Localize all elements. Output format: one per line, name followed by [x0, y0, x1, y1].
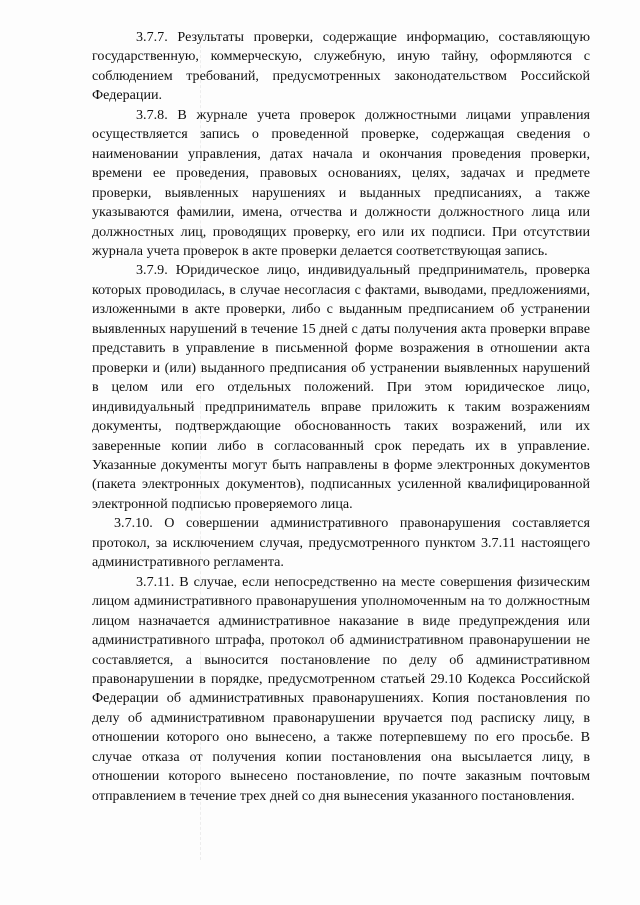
paragraph-3-7-8: 3.7.8. В журнале учета проверок должностными лицами управления осуществляется запись о проведенной проверке, содержащая сведения о наименовании управления, датах начала и окончания проведения проверки, времени ее проведения, правовых основаниях, целях, задачах и предмете проверки, выявленных нарушениях и выданных предписаниях, а также указываются фамилии, имена, отчества и должности должностного лица или должностных лиц, проводящих проверку, его или их подписи. При отсутствии журнала учета проверок в акте проверки делается соответствующая запись.	[92, 106, 590, 259]
paragraph-3-7-11: 3.7.11. В случае, если непосредственно на месте совершения физическим лицом административного правонарушения уполномоченным на то должностным лицом назначается административное наказание в виде предупреждения или административного штрафа, протокол об административном правонарушении не составляется, а выносится постановление по делу об административном правонарушении в порядке, предусмотренном статьей 29.10 Кодекса Российской Федерации об административных правонарушениях. Копия постановления по делу об административном правонарушении вручается под расписку лицу, в отношении которого оно вынесено, а также потерпевшему по его просьбе. В случае отказа от получения копии постановления она высылается лицу, в отношении которого вынесено постановление, по почте заказным почтовым отправлением в течение трех дней со дня вынесения указанного постановления.	[92, 573, 590, 804]
paragraph-3-7-7: 3.7.7. Результаты проверки, содержащие информацию, составляющую государственную, коммерческую, служебную, иную тайну, оформляются с соблюдением требований, предусмотренных законодательством Российской Федерации.	[92, 29, 590, 104]
paragraph-3-7-9: 3.7.9. Юридическое лицо, индивидуальный предприниматель, проверка которых проводилась, в случае несогласия с фактами, выводами, предложениями, изложенными в акте проверки, либо с выданным предписанием об устранении выявленных нарушений в течение 15 дней с даты получения акта проверки вправе представить в управление в письменной форме возражения в отношении акта проверки и (или) выданного предписания об устранении выявленных нарушений в целом или его отдельных положений. При этом юридическое лицо, индивидуальный предприниматель вправе приложить к таким возражениям документы, подтверждающие обоснованность таких возражений, или их заверенные копии либо в согласованный срок передать их в управление. Указанные документы могут быть направлены в форме электронных документов (пакета электронных документов), подписанных усиленной квалифицированной электронной подписью проверяемого лица.	[92, 262, 590, 512]
paragraph-3-7-10: 3.7.10. О совершении административного правонарушения составляется протокол, за исключением случая, предусмотренного пунктом 3.7.11 настоящего административного регламента.	[92, 515, 590, 571]
document-body	[92, 28, 590, 806]
